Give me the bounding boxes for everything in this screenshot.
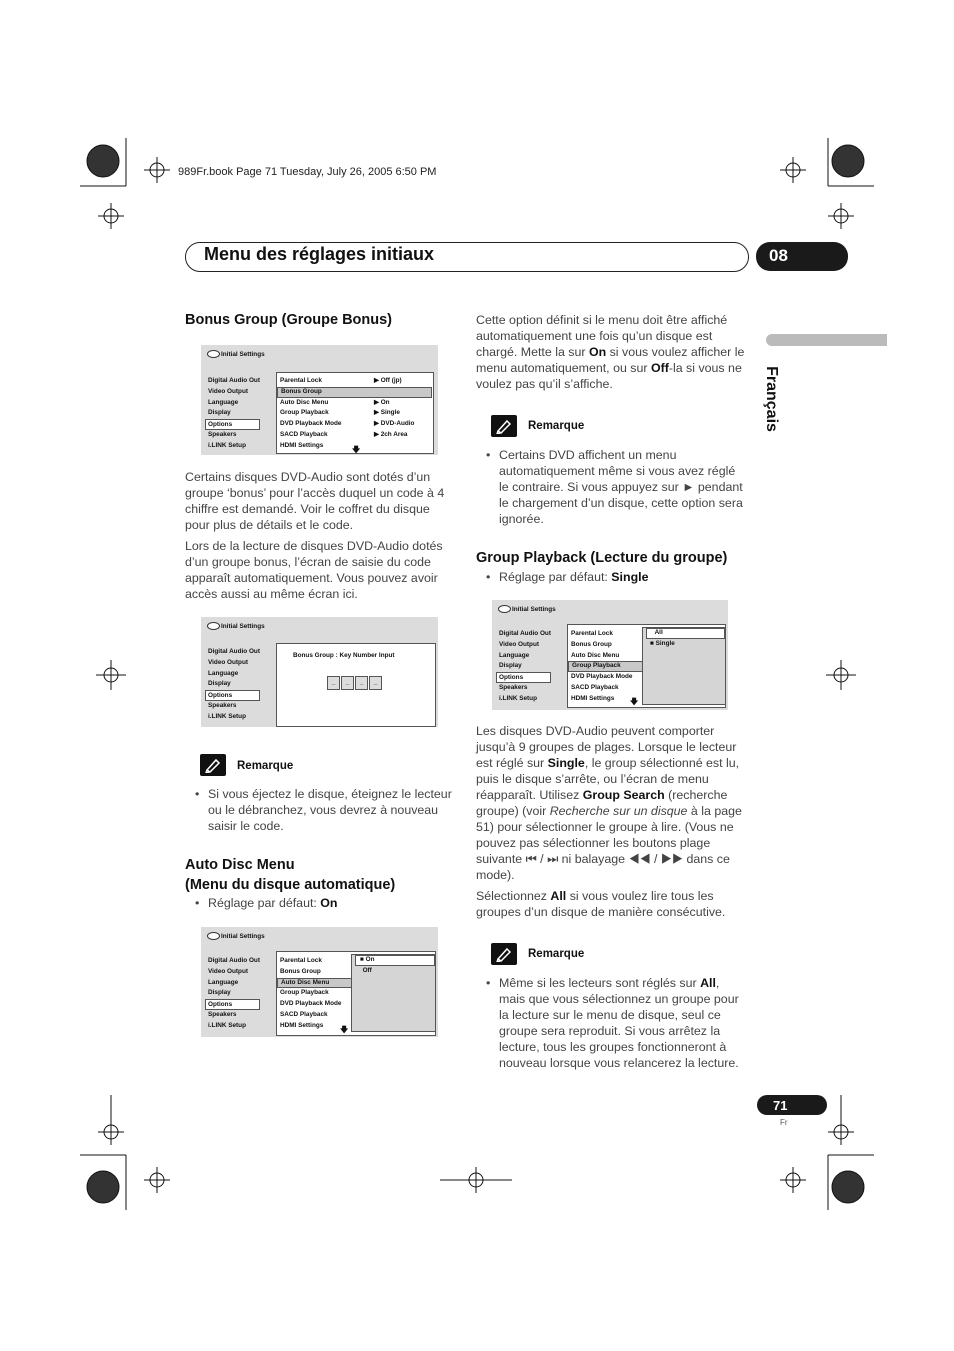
- disc-icon: [498, 605, 511, 613]
- menu-item: Digital Audio Out: [208, 648, 260, 655]
- para-auto-intro: Cette option définit si le menu doit être affiché automatiquement une fois qu’un disque est chargé. Mette la sur On si vous voulez afficher le menu automatiquement, ou sur Off-la si vous ne voulez pas qu’il s’affiche.: [476, 313, 745, 391]
- screen-bonus-group: [201, 345, 438, 455]
- note-label: Remarque: [237, 760, 294, 772]
- menu-item: Video Output: [208, 967, 248, 975]
- option-item: Auto Disc Menu: [571, 651, 620, 659]
- screen-title: Initial Settings: [221, 351, 265, 358]
- option-choice: Off: [362, 966, 372, 974]
- menu-item-selected: Options: [496, 672, 551, 683]
- menu-item: i.LINK Setup: [208, 712, 246, 720]
- chapter-number: 08: [769, 246, 788, 265]
- options-panel: [567, 624, 726, 708]
- option-item: DVD Playback Mode: [280, 1000, 342, 1008]
- screen-auto-disc-menu: [201, 927, 438, 1037]
- menu-item: Speakers: [208, 702, 237, 710]
- menu-item-selected: Options: [205, 419, 260, 430]
- screen-title: Initial Settings: [221, 623, 265, 630]
- note-pencil-icon: [200, 754, 226, 776]
- para-bonus-1: Certains disques DVD-Audio sont dotés d’un groupe ‘bonus’ pour l’accès duquel un code à 4 chiffre est demandé. Voir le coffret du disque pour plus de détails et le code.: [185, 470, 445, 532]
- default-setting-auto: • Réglage par défaut: On: [195, 896, 338, 910]
- note-pencil-icon: [491, 415, 517, 437]
- menu-item: Display: [208, 680, 231, 688]
- menu-item-selected: Options: [205, 690, 260, 701]
- screen-title: Initial Settings: [221, 933, 265, 940]
- group-playback-options: [642, 627, 726, 705]
- language-label-box: [760, 360, 800, 440]
- heading-bonus-group: Bonus Group (Groupe Bonus): [185, 312, 393, 328]
- option-item: Parental Lock: [280, 377, 322, 384]
- scroll-down-icon: 🡇: [340, 1025, 349, 1034]
- option-choice-selected: ■ Single: [650, 639, 675, 647]
- heading-auto-disc-menu-fr: (Menu du disque automatique): [185, 877, 396, 893]
- option-item: SACD Playback: [280, 430, 328, 438]
- page-number-badge: [757, 1095, 827, 1115]
- scroll-down-icon: 🡇: [630, 697, 639, 706]
- menu-item: i.LINK Setup: [208, 1021, 246, 1029]
- code-digit: _: [369, 676, 382, 690]
- default-prefix: Réglage par défaut:: [208, 896, 321, 910]
- option-item: Group Playback: [280, 409, 329, 417]
- main-menu: [207, 647, 260, 723]
- option-item: HDMI Settings: [280, 441, 324, 449]
- option-item: Auto Disc Menu: [280, 398, 329, 406]
- menu-item: Language: [208, 398, 239, 406]
- menu-item: Video Output: [499, 640, 539, 648]
- disc-icon: [207, 932, 220, 940]
- menu-item: Language: [208, 669, 239, 677]
- option-value: [371, 387, 431, 398]
- option-choice-selected: ■ On: [355, 955, 435, 966]
- key-input-prompt: Bonus Group : Key Number Input: [293, 652, 395, 659]
- note-pencil-icon: [491, 943, 517, 965]
- options-panel: [276, 372, 434, 454]
- option-item: HDMI Settings: [571, 694, 615, 702]
- page-number: 71: [773, 1098, 788, 1113]
- option-item: Group Playback: [280, 989, 329, 997]
- menu-item: Speakers: [208, 1011, 237, 1019]
- option-item: DVD Playback Mode: [280, 420, 342, 428]
- code-digit: _: [327, 676, 340, 690]
- heading-auto-disc-menu: Auto Disc Menu: [185, 857, 295, 873]
- main-menu: [498, 629, 551, 705]
- default-value: On: [320, 896, 338, 910]
- note-text: Même si les lecteurs sont réglés sur All, mais que vous sélectionnez un groupe pour la lecture sur le menu de disque, seul ce groupe sera reproduit. Si vous arrêtez la lecture, tous les groupes fonctionneront à nouveau lorsque vous relancerez la lecture.: [499, 976, 739, 1070]
- screen-group-playback: [492, 600, 728, 710]
- menu-item: Language: [208, 978, 239, 986]
- option-choice: All: [646, 628, 725, 639]
- menu-item: Speakers: [208, 431, 237, 439]
- option-value: ▶ DVD-Audio: [374, 420, 415, 428]
- default-setting-group: • Réglage par défaut: Single: [486, 570, 649, 584]
- scroll-down-icon: 🡇: [352, 445, 361, 454]
- option-value: ▶ Off (jp): [374, 377, 402, 384]
- option-item: HDMI Settings: [280, 1021, 324, 1029]
- menu-item: Language: [499, 651, 530, 659]
- code-digit: _: [355, 676, 368, 690]
- option-item: Parental Lock: [280, 957, 322, 964]
- menu-item: Display: [208, 409, 231, 417]
- para-group-description: Les disques DVD-Audio peuvent comporter jusqu’à 9 groupes de plages. Lorsque le lecteur est réglé sur Single, le group sélectionné est lu, puis le disque s’arrête, ou l’écran de menu réapparaît. Utilisez Group Search (recherche groupe) (voir Recherche sur un disque à la page 51) pour sélectionner le groupe à lire. (Vous ne pouvez pas sélectionner les boutons plage suivante ⏮ / ⏭ ni balayage ◀◀ / ▶▶ dans ce mode).: [476, 724, 742, 882]
- print-header: 989Fr.book Page 71 Tuesday, July 26, 2005 6:50 PM: [178, 166, 437, 178]
- disc-icon: [207, 622, 220, 630]
- screen-bonus-key-input: [201, 617, 438, 727]
- note-label: Remarque: [528, 948, 585, 960]
- para-bonus-2: Lors de la lecture de disques DVD-Audio dotés d’un groupe bonus, l’écran de saisie du code apparaît automatiquement. Vous pouvez avoir accès aussi au même écran ici.: [185, 539, 443, 601]
- option-item: SACD Playback: [571, 683, 619, 691]
- menu-item: Digital Audio Out: [208, 957, 260, 964]
- option-item: DVD Playback Mode: [571, 673, 633, 681]
- menu-item-selected: Options: [205, 999, 260, 1010]
- note-text: Si vous éjectez le disque, éteignez le lecteur ou le débranchez, vous devrez à nouveau saisir le code.: [208, 787, 452, 833]
- option-item: Parental Lock: [571, 630, 613, 637]
- option-value: ▶ 2ch Area: [374, 430, 408, 438]
- menu-item: Display: [208, 989, 231, 997]
- options-panel: [276, 951, 436, 1036]
- option-item: Bonus Group: [280, 967, 321, 975]
- option-item-selected: Auto Disc Menu: [277, 978, 353, 989]
- menu-item: i.LINK Setup: [208, 441, 246, 449]
- key-code-boxes: [327, 676, 382, 690]
- menu-item: Speakers: [499, 684, 528, 692]
- language-label: Français: [762, 366, 780, 432]
- option-value: ▶ On: [374, 398, 390, 406]
- option-item-selected: Group Playback: [568, 661, 644, 672]
- key-input-panel: [276, 643, 436, 727]
- default-value: Single: [611, 570, 649, 584]
- chapter-badge: [756, 242, 848, 271]
- para-group-all: Sélectionnez All si vous voulez lire tous les groupes d’un disque de manière consécutive.: [476, 889, 726, 919]
- default-prefix: Réglage par défaut:: [499, 570, 612, 584]
- menu-item: Display: [499, 662, 522, 670]
- auto-disc-options: [351, 954, 436, 1032]
- note-text: Certains DVD affichent un menu automatiquement même si vous avez réglé le contraire. Si vous appuyez sur ► pendant le chargement d’un disque, cette option sera ignorée.: [499, 448, 743, 526]
- option-item: SACD Playback: [280, 1010, 328, 1018]
- main-menu: [207, 956, 260, 1032]
- option-value: ▶ Single: [374, 409, 400, 417]
- menu-item: Digital Audio Out: [208, 377, 260, 384]
- code-digit: _: [341, 676, 354, 690]
- menu-item: Video Output: [208, 387, 248, 395]
- heading-group-playback: Group Playback (Lecture du groupe): [476, 550, 728, 566]
- main-menu: [207, 376, 260, 452]
- menu-item: Video Output: [208, 658, 248, 666]
- option-item-selected: Bonus Group: [277, 387, 432, 398]
- menu-item: Digital Audio Out: [499, 630, 551, 637]
- option-item: Bonus Group: [571, 640, 612, 648]
- disc-icon: [207, 350, 220, 358]
- page-title: Menu des réglages initiaux: [204, 244, 435, 264]
- screen-title: Initial Settings: [512, 606, 556, 613]
- menu-item: i.LINK Setup: [499, 694, 537, 702]
- language-tab: [766, 334, 887, 346]
- note-label: Remarque: [528, 420, 585, 432]
- page-language: Fr: [780, 1118, 788, 1127]
